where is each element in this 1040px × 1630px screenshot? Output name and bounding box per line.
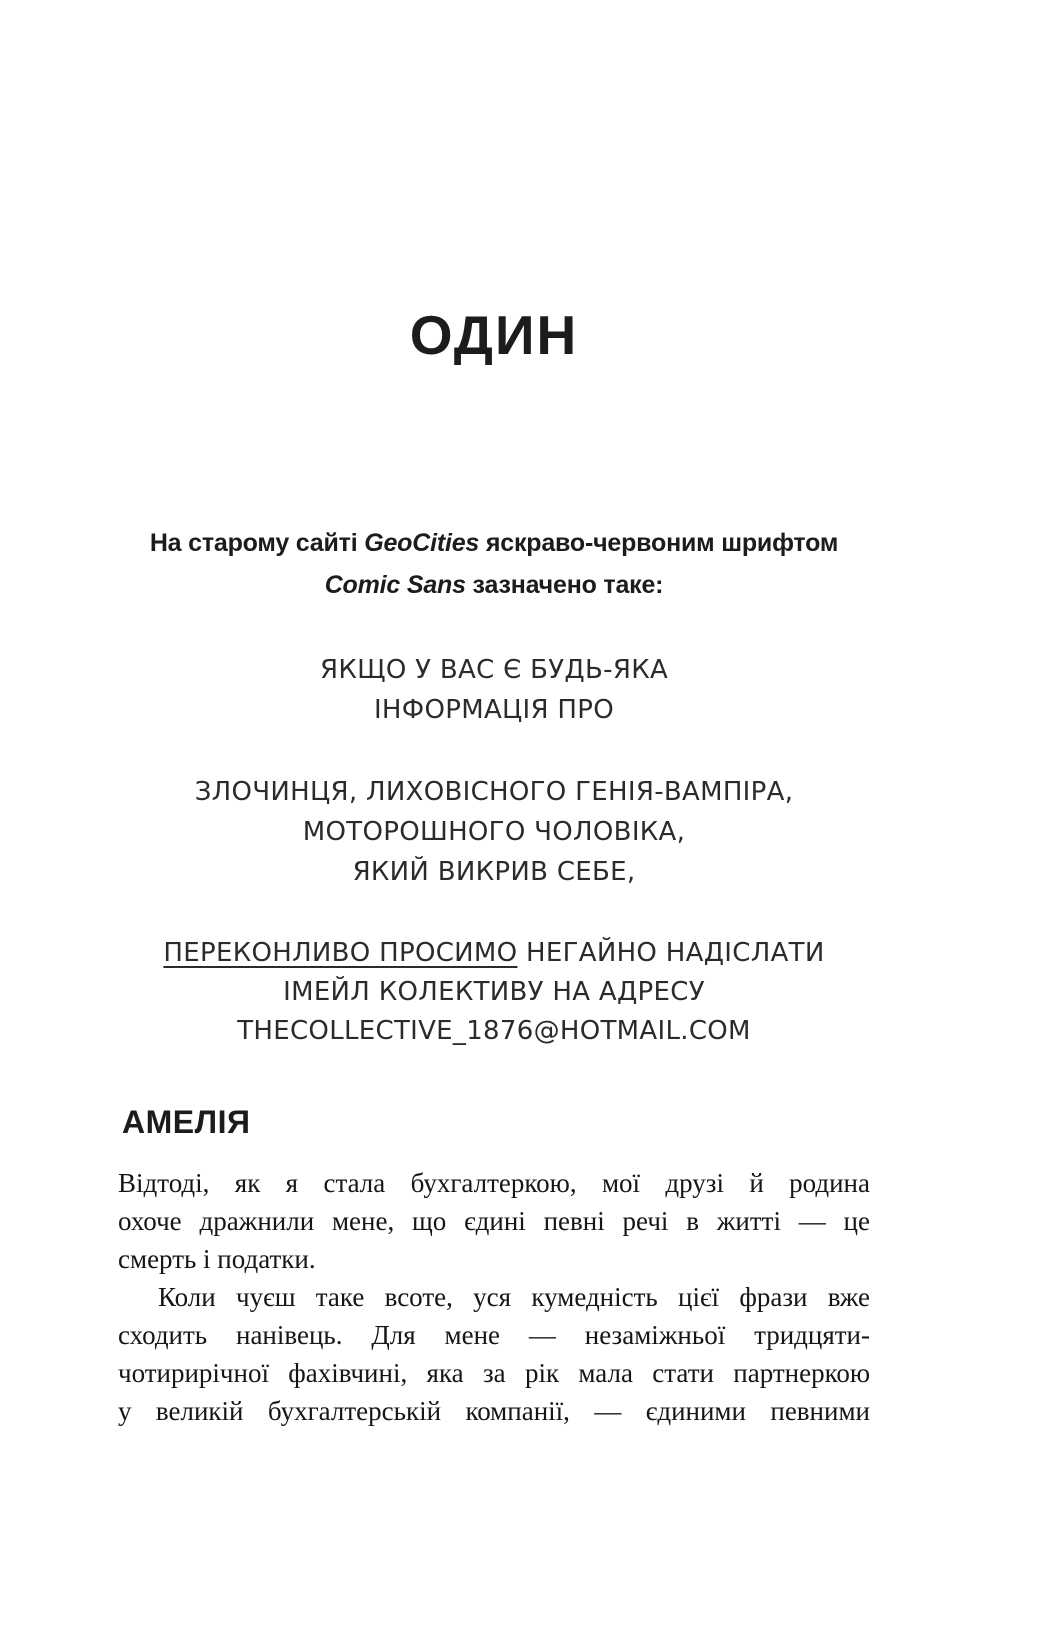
notice-line: ЯКЩО У ВАС Є БУДЬ-ЯКА bbox=[319, 655, 669, 685]
chapter-title: ОДИН bbox=[409, 304, 579, 366]
notice-line: ІНФОРМАЦІЯ ПРО bbox=[373, 695, 615, 725]
notice-line: ЗЛОЧИНЦЯ, ЛИХОВІСНОГО ГЕНІЯ-ВАМПІРА, bbox=[194, 777, 794, 807]
intro-comic-sans-italic: Comic Sans bbox=[324, 571, 466, 599]
intro-line1-post: яскраво-червоним шрифтом bbox=[479, 529, 839, 557]
collective-email: THECOLLECTIVE_1876@HOTMAIL.COM bbox=[237, 1016, 751, 1046]
body-line: Коли чуєш таке всоте, уся кумедність цієї фрази вже bbox=[158, 1282, 870, 1312]
body-line: смерть і податки. bbox=[118, 1244, 316, 1274]
intro-line1-pre: На старому сайті bbox=[149, 529, 365, 557]
intro-line2-post: зазначено таке: bbox=[465, 571, 664, 599]
body-line: охоче дражнили мене, що єдині певні речі в житті — це bbox=[118, 1206, 870, 1236]
notice-line: МОТОРОШНОГО ЧОЛОВІКА, bbox=[302, 817, 686, 847]
intro-line-2 bbox=[118, 564, 870, 606]
body-line: у великій бухгалтерській компанії, — єдиними певними bbox=[118, 1396, 870, 1426]
notice-underlined-text: ПЕРЕКОНЛИВО ПРОСИМО bbox=[163, 938, 518, 968]
body-line: чотирирічної фахівчині, яка за рік мала стати партнеркою bbox=[118, 1358, 870, 1388]
intro-paragraph bbox=[118, 522, 870, 606]
body-text bbox=[118, 1164, 870, 1430]
notice-block-criminal bbox=[118, 772, 870, 892]
section-heading-amelia: АМЕЛІЯ bbox=[122, 1104, 251, 1140]
notice-after-underline: НЕГАЙНО НАДІСЛАТИ bbox=[517, 938, 825, 968]
notice-line: ЯКИЙ ВИКРИВ СЕБЕ, bbox=[352, 857, 636, 887]
notice-line: ІМЕЙЛ КОЛЕКТИВУ НА АДРЕСУ bbox=[283, 977, 705, 1007]
notice-line bbox=[118, 934, 870, 973]
body-line: сходить нанівець. Для мене — незаміжньої тридцяти- bbox=[118, 1320, 870, 1350]
intro-geocities-italic: GeoCities bbox=[364, 529, 480, 557]
notice-block-information bbox=[118, 650, 870, 730]
body-line: Відтоді, як я стала бухгалтеркою, мої друзі й родина bbox=[118, 1168, 870, 1198]
notice-block-contact bbox=[118, 934, 870, 1051]
intro-line-1 bbox=[118, 522, 870, 564]
